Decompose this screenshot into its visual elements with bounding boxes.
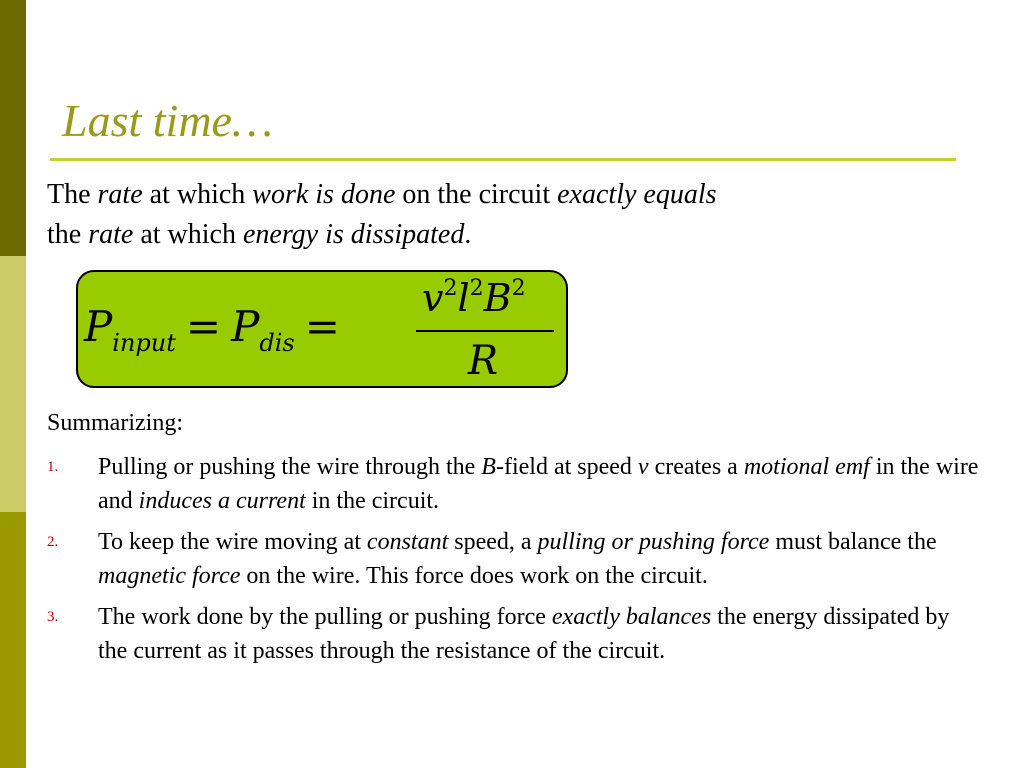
item-emphasis: pulling or pushing force	[537, 529, 770, 555]
item-emphasis: constant	[366, 529, 449, 555]
item-text: -field at speed	[495, 454, 638, 480]
intro-emphasis: work is done	[252, 179, 396, 210]
item-emphasis: v	[637, 454, 649, 480]
intro-emphasis: rate	[97, 179, 143, 210]
item-emphasis: induces a current	[138, 488, 306, 514]
item-text: on the wire. This force does work on the circuit.	[240, 563, 708, 589]
equation-symbol: B	[483, 276, 512, 320]
equation-symbol: P	[231, 302, 260, 351]
summary-list	[47, 450, 982, 675]
list-number: 1.	[47, 459, 59, 475]
list-number: 2.	[47, 534, 59, 550]
item-text: must balance the	[769, 529, 937, 555]
fraction-numerator	[422, 276, 526, 320]
intro-emphasis: rate	[88, 219, 134, 250]
item-text: in the circuit.	[305, 488, 440, 514]
intro-text: The	[47, 179, 98, 210]
equals-sign: =	[185, 302, 222, 351]
equals-sign: =	[304, 302, 340, 351]
fraction-bar	[416, 330, 554, 332]
accent-bar-middle	[0, 256, 26, 512]
fraction-denominator: R	[468, 338, 499, 384]
item-text: in the wire and	[98, 454, 979, 514]
list-item	[47, 450, 982, 518]
equation-subscript: dis	[259, 329, 295, 357]
equation-exponent: 2	[511, 276, 526, 301]
item-emphasis: magnetic force	[98, 563, 241, 589]
item-text: speed, a	[448, 529, 538, 555]
summary-label: Summarizing:	[47, 410, 183, 436]
equation-subscript: input	[112, 329, 176, 357]
intro-text: the	[47, 219, 89, 250]
equation-symbol: v	[422, 276, 444, 320]
item-text: creates a	[648, 454, 744, 480]
item-text: The work done by the pulling or pushing force	[98, 604, 552, 630]
title-underline	[50, 158, 956, 161]
item-emphasis: B	[481, 454, 496, 480]
accent-bar-bottom	[0, 512, 26, 768]
intro-text: .	[464, 219, 472, 250]
equation-symbol: l	[457, 276, 470, 320]
intro-text: at which	[133, 219, 243, 250]
slide-title: Last time…	[62, 95, 273, 146]
intro-statement	[47, 175, 977, 255]
power-equation	[84, 276, 564, 384]
item-emphasis: motional emf	[743, 454, 870, 480]
list-item	[47, 525, 982, 593]
intro-text: at which	[142, 179, 253, 210]
equation-lhs	[84, 302, 350, 357]
list-number: 3.	[47, 609, 59, 625]
intro-emphasis: exactly equals	[557, 179, 717, 210]
equation-exponent: 2	[469, 276, 484, 301]
intro-emphasis: energy is dissipated	[242, 219, 465, 250]
equation-symbol: P	[84, 302, 113, 351]
item-text: Pulling or pushing the wire through the	[98, 454, 482, 480]
intro-text: on the circuit	[395, 179, 558, 210]
item-text: To keep the wire moving at	[98, 529, 367, 555]
equation-exponent: 2	[443, 276, 458, 301]
list-item	[47, 600, 982, 668]
item-emphasis: exactly balances	[551, 604, 712, 630]
accent-bar-top	[0, 0, 26, 256]
item-text: the energy dissipated by the current as it passes through the resistance of the circuit.	[98, 604, 950, 664]
